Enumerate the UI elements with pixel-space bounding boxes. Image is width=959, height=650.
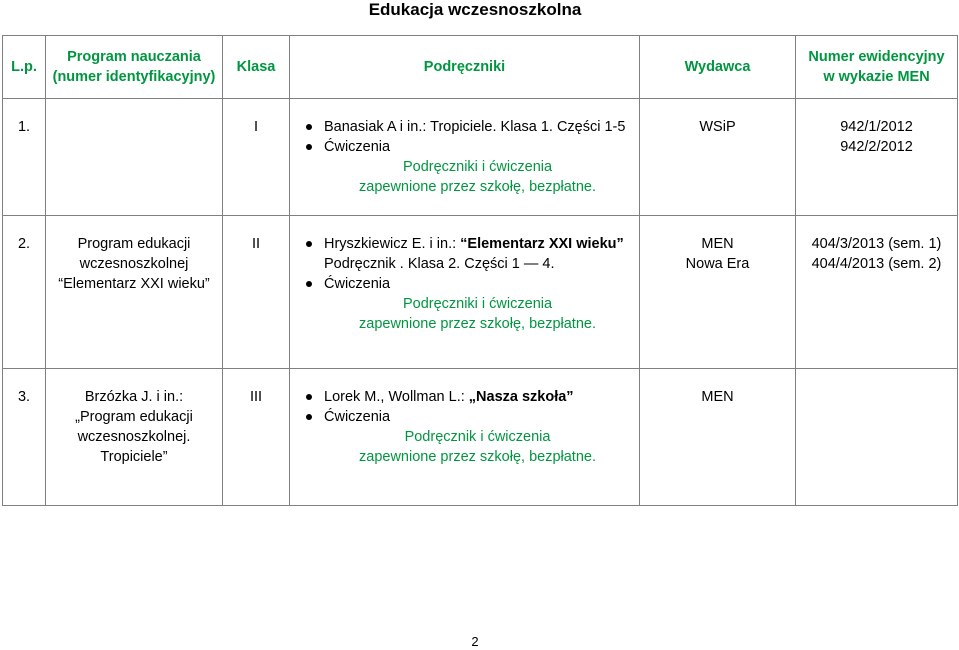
numer-value: 404/4/2013 (sem. 2) xyxy=(811,256,942,272)
program-line: wczesnoszkolnej xyxy=(79,256,189,272)
header-podreczniki: Podręczniki xyxy=(290,36,640,99)
list-item: Banasiak A i in.: Tropiciele. Klasa 1. Części 1-5 xyxy=(306,117,639,137)
bullet-icon xyxy=(306,124,312,130)
header-klasa: Klasa xyxy=(223,36,290,99)
row-program xyxy=(46,369,223,506)
wydawca-name: WSiP xyxy=(699,119,736,135)
note-line2: zapewnione przez szkołę, bezpłatne. xyxy=(359,179,596,195)
bullet-icon xyxy=(306,281,312,287)
bullet-icon xyxy=(306,394,312,400)
wydawca-name: MEN xyxy=(701,236,734,252)
program-line: wczesnoszkolnej. xyxy=(77,429,191,445)
header-numer-line1: Numer ewidencyjny xyxy=(808,49,945,65)
row-podreczniki xyxy=(290,216,640,369)
note-line1: Podręczniki i ćwiczenia xyxy=(402,159,553,175)
header-program-line2: (numer identyfikacyjny) xyxy=(52,69,216,85)
row-podreczniki xyxy=(290,99,640,216)
row-numer xyxy=(796,369,958,506)
note-line2: zapewnione przez szkołę, bezpłatne. xyxy=(359,316,596,332)
row-podreczniki xyxy=(290,369,640,506)
numer-value: 942/1/2012 xyxy=(840,119,913,135)
row-program xyxy=(46,216,223,369)
list-item: Ćwiczenia xyxy=(306,274,639,294)
list-item: Ćwiczenia xyxy=(306,137,639,157)
row-wydawca xyxy=(640,99,796,216)
row-lp: 3. xyxy=(3,369,46,506)
program-line: “Elementarz XXI wieku” xyxy=(58,276,210,292)
header-lp: L.p. xyxy=(3,36,46,99)
program-line: „Program edukacji xyxy=(75,409,193,425)
bullet-icon xyxy=(306,144,312,150)
list-item: Ćwiczenia xyxy=(306,407,639,427)
program-line: Program edukacji xyxy=(77,236,191,252)
row-klasa: II xyxy=(223,216,290,369)
row-klasa: I xyxy=(223,99,290,216)
bullet-icon xyxy=(306,241,312,247)
row-wydawca xyxy=(640,369,796,506)
header-program-line1: Program nauczania xyxy=(67,49,201,65)
table-header-row xyxy=(3,36,958,99)
program-line: Brzózka J. i in.: xyxy=(84,389,184,405)
curriculum-table xyxy=(2,35,958,506)
header-program xyxy=(46,36,223,99)
row-lp: 2. xyxy=(3,216,46,369)
table-row xyxy=(3,99,958,216)
bullet-icon xyxy=(306,414,312,420)
table-row xyxy=(3,369,958,506)
program-line: Tropiciele” xyxy=(100,449,168,465)
note-line1: Podręczniki i ćwiczenia xyxy=(402,296,553,312)
document-title: Edukacja wczesnoszkolna xyxy=(368,0,582,19)
wydawca-name: MEN xyxy=(701,389,734,405)
row-numer xyxy=(796,99,958,216)
note-line2: zapewnione przez szkołę, bezpłatne. xyxy=(359,449,596,465)
table-row xyxy=(3,216,958,369)
note-line1: Podręcznik i ćwiczenia xyxy=(404,429,551,445)
wydawca-name: Nowa Era xyxy=(685,256,750,272)
list-item: Hryszkiewicz E. i in.: “Elementarz XXI wieku” Podręcznik . Klasa 2. Części 1 — 4. xyxy=(306,234,639,274)
row-wydawca xyxy=(640,216,796,369)
row-program xyxy=(46,99,223,216)
numer-value: 942/2/2012 xyxy=(840,139,913,155)
row-lp: 1. xyxy=(3,99,46,216)
header-numer xyxy=(796,36,958,99)
header-wydawca: Wydawca xyxy=(640,36,796,99)
list-item: Lorek M., Wollman L.: „Nasza szkoła” xyxy=(306,387,639,407)
row-klasa: III xyxy=(223,369,290,506)
header-numer-line2: w wykazie MEN xyxy=(823,69,930,85)
numer-value: 404/3/2013 (sem. 1) xyxy=(811,236,942,252)
page-number: 2 xyxy=(471,634,479,649)
row-numer xyxy=(796,216,958,369)
